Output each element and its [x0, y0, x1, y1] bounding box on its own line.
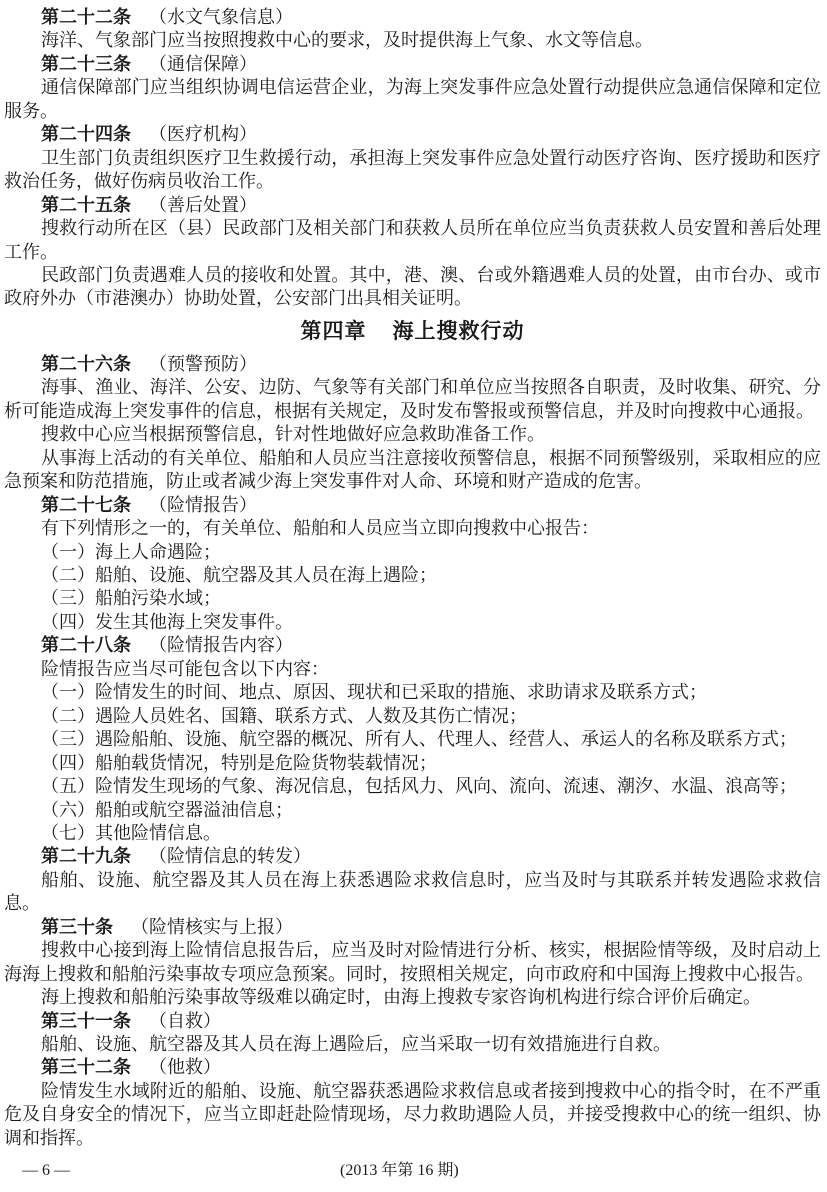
article-28 [4, 634, 821, 845]
article-30 [4, 916, 821, 1010]
article-31 [4, 1010, 821, 1057]
article-title: （险情信息的转发） [149, 846, 311, 868]
list-item: （二）船舶、设施、航空器及其人员在海上遇险； [41, 564, 437, 586]
article-number: 第二十五条 [41, 194, 131, 216]
article-heading [4, 6, 821, 29]
article-number: 第二十七条 [41, 494, 131, 516]
paragraph: 海事、渔业、海洋、公安、边防、气象等有关部门和单位应当按照各自职责，及时收集、研究、分析可能造成海上突发事件的信息，根据有关规定，及时发布警报或预警信息，并及时向搜救中心通报。 [4, 377, 821, 422]
list-item: （二）遇险人员姓名、国籍、联系方式、人数及其伤亡情况； [41, 705, 527, 727]
article-number: 第三十二条 [41, 1057, 131, 1079]
article-title: （险情报告内容） [149, 635, 293, 657]
article-29 [4, 845, 821, 915]
paragraph: 险情发生水域附近的船舶、设施、航空器获悉遇险求救信息或者接到搜救中心的指令时，在不严重危及自身安全的情况下，应当立即赶赴险情现场，尽力救助遇险人员，并接受搜救中心的统一组织、协调和指挥。 [4, 1080, 821, 1149]
article-title: （善后处置） [149, 194, 257, 216]
article-heading [4, 194, 821, 217]
page-footer [0, 1160, 827, 1192]
chapter-number: 第四章 [300, 318, 367, 343]
page-number: — 6 — [22, 1162, 70, 1180]
article-heading [4, 916, 821, 939]
list-item: （三）船舶污染水域； [41, 588, 221, 610]
issue-label: (2013 年第 16 期) [340, 1162, 459, 1180]
list-item: （七）其他险情信息。 [41, 822, 221, 844]
list-item: （一）海上人命遇险； [41, 541, 221, 563]
paragraph: 险情报告应当尽可能包含以下内容： [41, 658, 329, 680]
paragraph: 有下列情形之一的，有关单位、船舶和人员应当立即向搜救中心报告： [41, 518, 599, 540]
article-title: （预警预防） [149, 353, 257, 375]
article-title: （水文气象信息） [149, 7, 293, 28]
article-number: 第三十一条 [41, 1010, 131, 1032]
article-heading [4, 1056, 821, 1079]
article-title: （他救） [149, 1057, 221, 1079]
article-heading [4, 494, 821, 517]
article-heading [4, 634, 821, 657]
article-27 [4, 494, 821, 635]
article-number: 第二十三条 [41, 53, 131, 75]
chapter-title [4, 315, 821, 347]
article-26 [4, 353, 821, 494]
list-item: （三）遇险船舶、设施、航空器的概况、所有人、代理人、经营人、承运人的名称及联系方式； [41, 729, 797, 751]
article-number: 第三十条 [41, 916, 113, 938]
paragraph: 海上搜救和船舶污染事故等级难以确定时，由海上搜救专家咨询机构进行综合评价后确定。 [41, 987, 761, 1009]
article-number: 第二十六条 [41, 353, 131, 375]
article-25 [4, 194, 821, 311]
paragraph: 搜救行动所在区（县）民政部门及相关部门和获救人员所在单位应当负责获救人员安置和善后处理工作。 [4, 218, 821, 263]
article-heading [4, 353, 821, 376]
article-22 [4, 6, 821, 53]
article-number: 第二十八条 [41, 635, 131, 657]
list-item: （五）险情发生现场的气象、海况信息，包括风力、风向、流向、流速、潮汐、水温、浪高等； [41, 776, 797, 798]
article-heading [4, 53, 821, 76]
paragraph: 民政部门负责遇难人员的接收和处置。其中，港、澳、台或外籍遇难人员的处置，由市台办、或市政府外办（市港澳办）协助处置，公安部门出具相关证明。 [4, 264, 821, 310]
article-heading [4, 1010, 821, 1033]
article-32 [4, 1056, 821, 1150]
document-page [4, 0, 821, 1150]
article-title: （险情报告） [149, 494, 257, 516]
article-number: 第二十二条 [41, 7, 131, 28]
article-number: 第二十九条 [41, 846, 131, 868]
paragraph: 船舶、设施、航空器及其人员在海上遇险后，应当采取一切有效措施进行自救。 [41, 1034, 671, 1056]
article-24 [4, 123, 821, 193]
article-heading [4, 845, 821, 868]
list-item: （六）船舶或航空器溢油信息； [41, 799, 293, 821]
paragraph: 船舶、设施、航空器及其人员在海上获悉遇险求救信息时，应当及时与其联系并转发遇险求救信息。 [4, 869, 821, 915]
paragraph: 从事海上活动的有关单位、船舶和人员应当注意接收预警信息，根据不同预警级别，采取相应的应急预案和防范措施，防止或者减少海上突发事件对人命、环境和财产造成的危害。 [4, 447, 821, 493]
list-item: （四）船舶载货情况，特别是危险货物装载情况； [41, 752, 437, 774]
article-title: （自救） [149, 1010, 221, 1032]
article-title: （险情核实与上报） [131, 916, 293, 938]
article-number: 第二十四条 [41, 124, 131, 146]
list-item: （一）险情发生的时间、地点、原因、现状和已采取的措施、求助请求及联系方式； [41, 682, 707, 704]
paragraph: 卫生部门负责组织医疗卫生救援行动，承担海上突发事件应急处置行动医疗咨询、医疗援助和医疗救治任务，做好伤病员收治工作。 [4, 147, 821, 193]
paragraph: 搜救中心接到海上险情信息报告后，应当及时对险情进行分析、核实，根据险情等级，及时启动上海海上搜救和船舶污染事故专项应急预案。同时，按照相关规定，向市政府和中国海上搜救中心报告。 [4, 940, 821, 985]
paragraph: 海洋、气象部门应当按照搜救中心的要求，及时提供海上气象、水文等信息。 [41, 30, 653, 52]
list-item: （四）发生其他海上突发事件。 [41, 611, 293, 633]
chapter-name: 海上搜救行动 [392, 318, 525, 343]
article-heading [4, 123, 821, 146]
paragraph: 通信保障部门应当组织协调电信运营企业，为海上突发事件应急处置行动提供应急通信保障和定位服务。 [4, 77, 821, 122]
paragraph: 搜救中心应当根据预警信息，针对性地做好应急救助准备工作。 [41, 424, 545, 446]
article-23 [4, 53, 821, 123]
article-title: （通信保障） [149, 53, 257, 75]
article-title: （医疗机构） [149, 124, 257, 146]
